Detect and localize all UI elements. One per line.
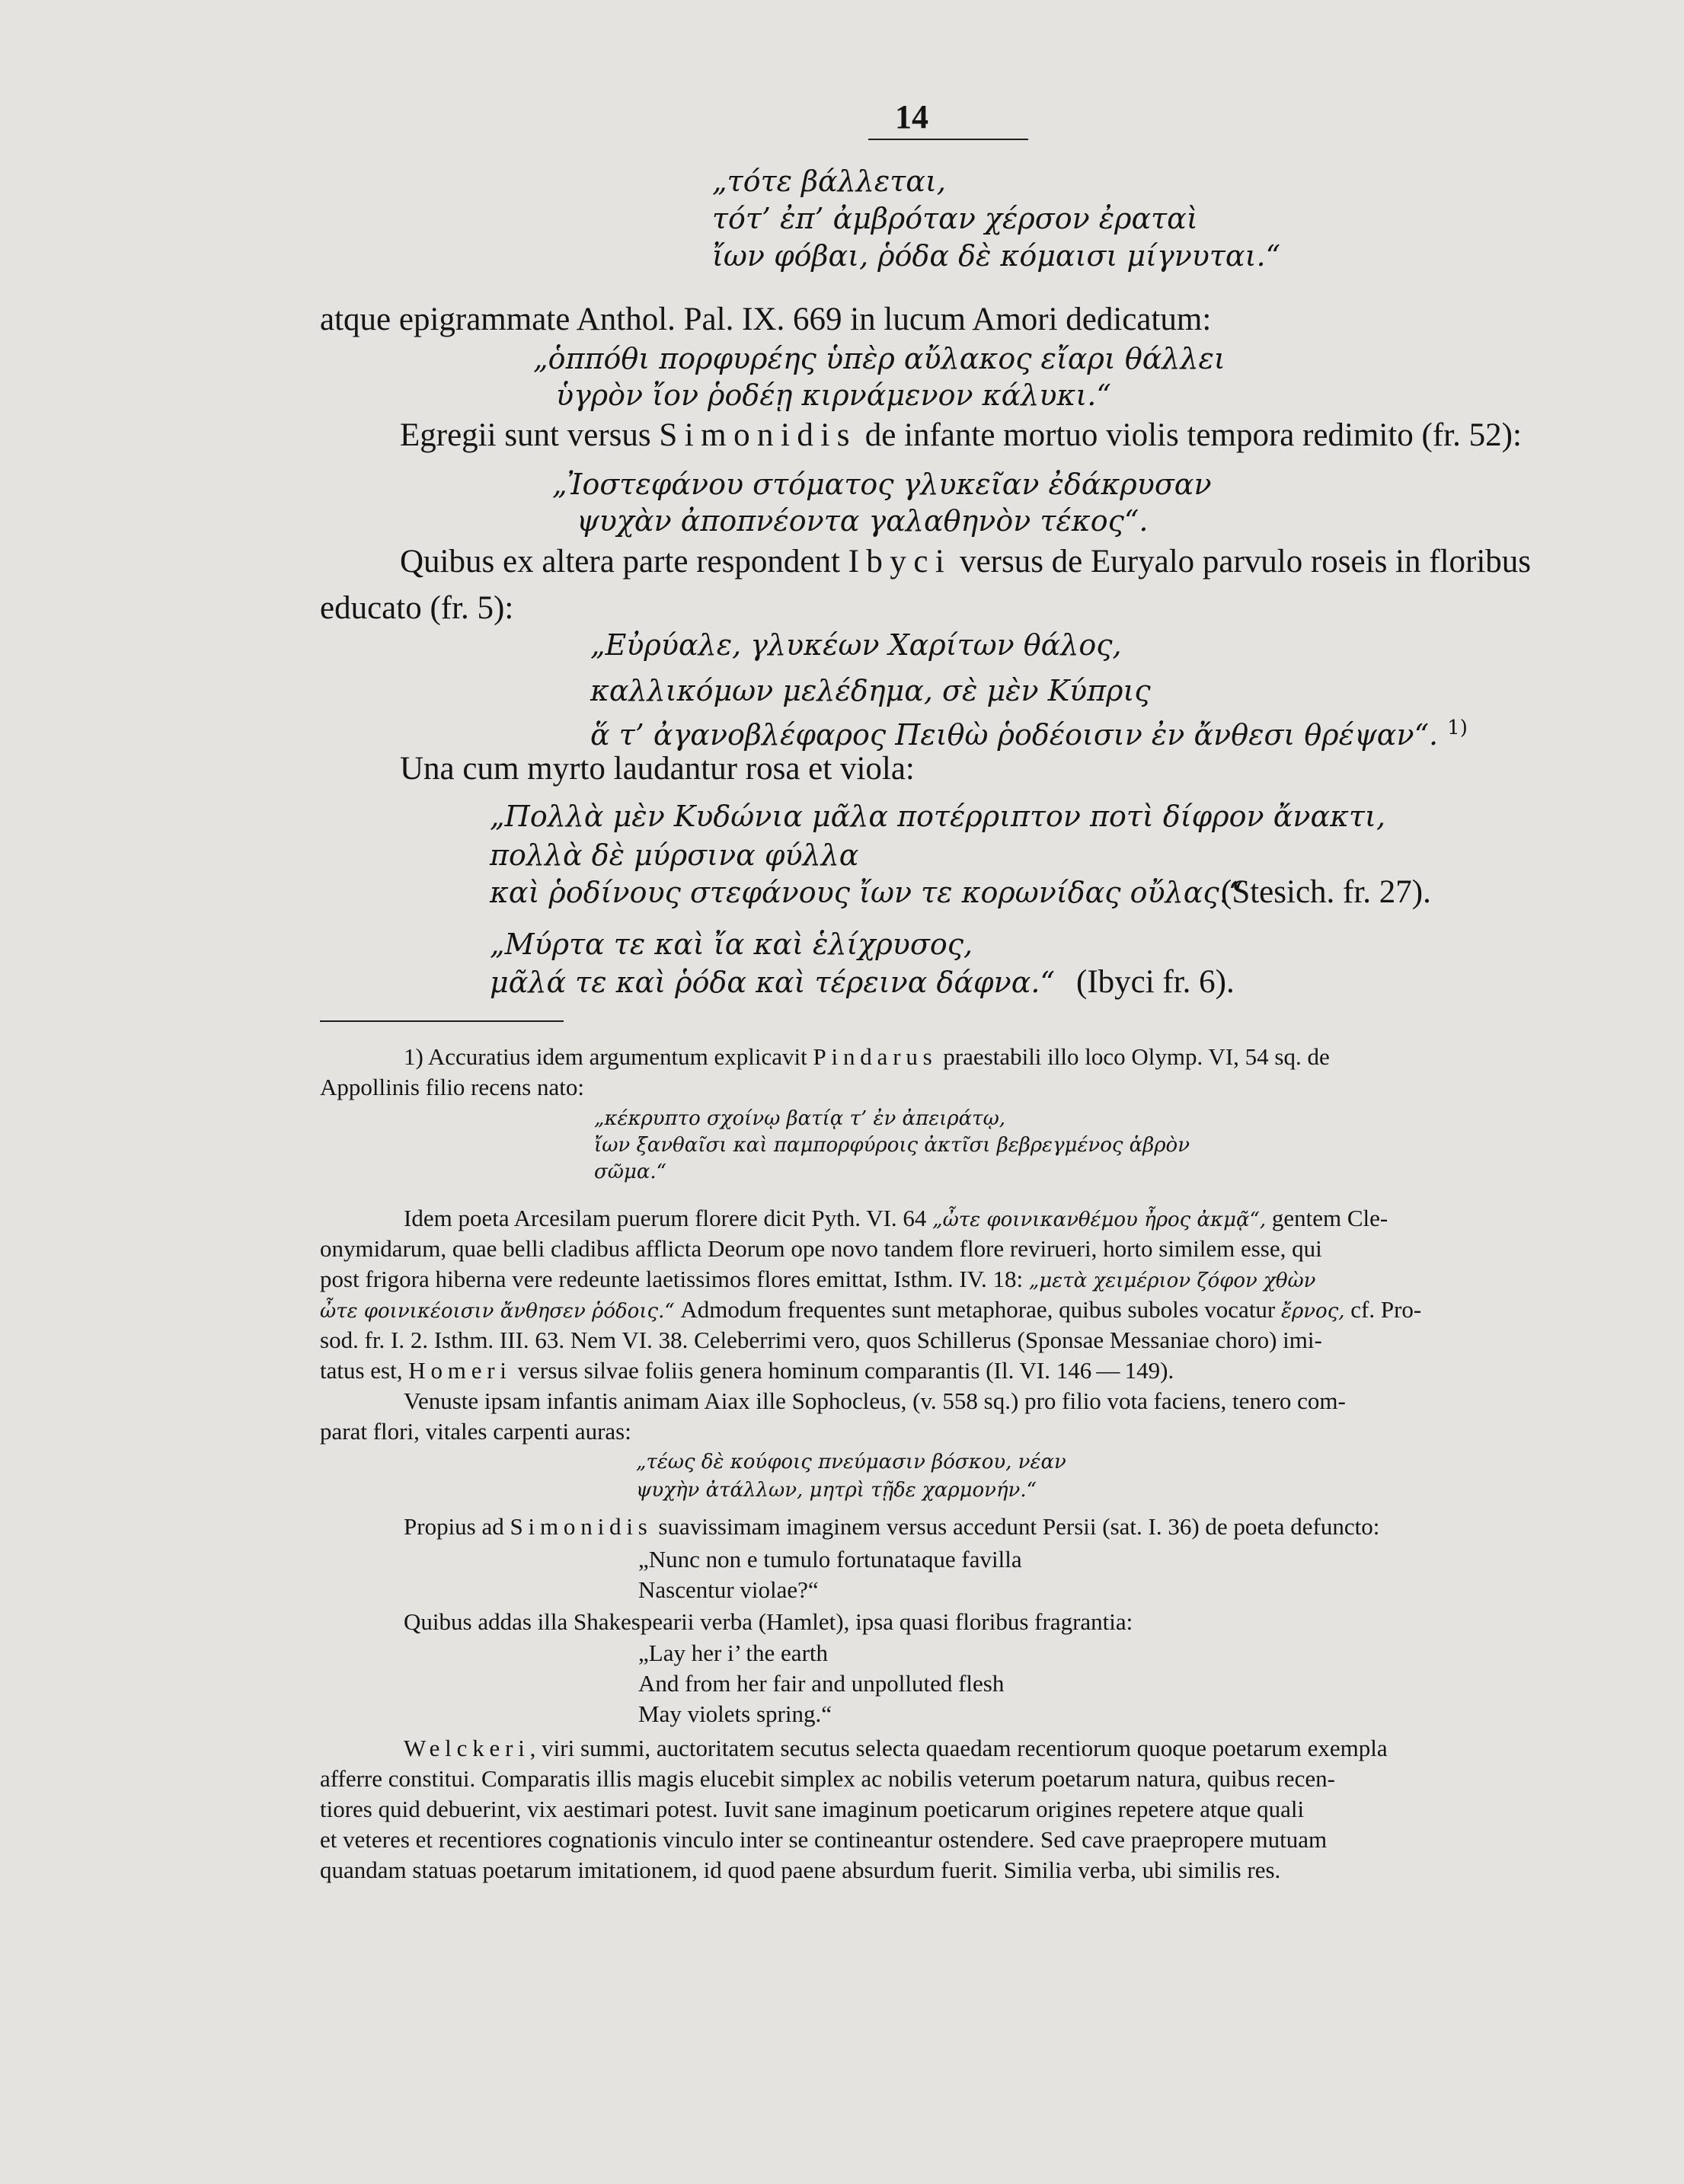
footnote-line: tiores quid debuerint, vix aestimari potest. Iuvit sane imaginum poeticarum origines repetere atque quali: [320, 1796, 1305, 1822]
greek-quote-line: σῶμα.“: [594, 1161, 666, 1183]
footnote-line: et veteres et recentiores cognationis vinculo inter se contineantur ostendere. Sed cave praepropere mutuam: [320, 1826, 1328, 1853]
greek-quote-line: ψυχὰν ἀποπνέοντα γαλαθηνὸν τέκος“.: [577, 504, 1149, 538]
footnote-quote-line: Nascentur violae?“: [638, 1576, 819, 1603]
footnote-quote-line: And from her fair and unpolluted flesh: [638, 1670, 1005, 1697]
greek-quote-line: „τέως δὲ κούφοις πνεύμασιν βόσκου, νέαν: [636, 1451, 1066, 1474]
footnote-line: Idem poeta Arcesilam puerum florere dicit Pyth. VI. 64 „ὦτε φοινικανθέμου ἦρος ἀκμᾷ“, gentem Cle-: [404, 1205, 1388, 1231]
body-line: Una cum myrto laudantur rosa et viola:: [400, 751, 915, 787]
footnote-line: sod. fr. I. 2. Isthm. III. 63. Nem VI. 38. Celeberrimi vero, quos Schillerus (Sponsae Messaniae choro) imi-: [320, 1327, 1322, 1353]
author-name: Simonidis: [510, 1513, 653, 1540]
footnote-line: post frigora hiberna vere redeunte laetissimos flores emittat, Isthm. IV. 18: „μετὰ χειμέριον ζόφον χθὼν: [320, 1266, 1316, 1292]
footnote-line: Appollinis filio recens nato:: [320, 1074, 584, 1100]
footnote-line: onymidarum, quae belli cladibus afflicta Deorum ope novo tandem flore revirueri, horto similem esse, qui: [320, 1235, 1322, 1262]
footnote-line: Venuste ipsam infantis animam Aiax ille Sophocleus, (v. 558 sq.) pro filio vota faciens, tenero com-: [404, 1387, 1346, 1414]
greek-quote-line: καλλικόμων μελέδημα, σὲ μὲν Κύπρις: [590, 674, 1151, 707]
footnote-line: Welckeri, viri summi, auctoritatem secutus selecta quaedam recentiorum quoque poetarum exempla: [404, 1735, 1388, 1761]
author-name: Simonidis: [659, 417, 857, 453]
greek-quote-line: πολλὰ δὲ μύρσινα φύλλα: [490, 838, 859, 872]
footnote-quote-line: „Lay her i’ the earth: [638, 1640, 828, 1666]
greek-quote-line: ὑγρὸν ἴον ῥοδέῃ κιρνάμενον κάλυκι.“: [556, 378, 1111, 412]
greek-quote-line: μᾶλά τε καὶ ῥόδα καὶ τέρεινα δάφνα.“ (Ibyci fr. 6).: [490, 964, 1235, 1000]
page-number: 14: [895, 98, 928, 136]
footnote-line: afferre constitui. Comparatis illis magis elucebit simplex ac nobilis veterum poetarum natura, quibus recen-: [320, 1765, 1335, 1792]
greek-quote-line: „Εὐρύαλε, γλυκέων Χαρίτων θάλος,: [590, 628, 1122, 662]
body-line: Quibus ex altera parte respondent Ibyci versus de Euryalo parvulo roseis in floribus: [400, 544, 1532, 580]
footnote-line: Quibus addas illa Shakespearii verba (Hamlet), ipsa quasi floribus fragrantia:: [404, 1608, 1133, 1635]
citation: (Ibyci fr. 6).: [1076, 964, 1235, 1000]
footnote-marker: 1): [1447, 717, 1468, 739]
greek-quote-line: ψυχὴν ἀτάλλων, μητρὶ τῇδε χαρμονήν.“: [636, 1479, 1037, 1502]
author-name: Pindarus: [813, 1043, 938, 1070]
body-line: atque epigrammate Anthol. Pal. IX. 669 in lucum Amori dedicatum:: [320, 302, 1212, 337]
greek-quote-line: „Μύρτα τε καὶ ἴα καὶ ἑλίχρυσος,: [490, 928, 973, 961]
footnote-line: parat flori, vitales carpenti auras:: [320, 1418, 631, 1445]
greek-quote-line: καὶ ῥοδίνους στεφάνους ἴων τε κορωνίδας οὔλας.“ (Stesich. fr. 27).: [490, 874, 1431, 910]
footnote-quote-line: May violets spring.“: [638, 1700, 832, 1727]
body-line: educato (fr. 5):: [320, 590, 514, 626]
footnote-line: quandam statuas poetarum imitationem, id quod paene absurdum fuerit. Similia verba, ubi similis res.: [320, 1857, 1281, 1883]
greek-quote-line: „κέκρυπτο σχοίνῳ βατίᾳ τ’ ἐν ἀπειράτῳ,: [594, 1107, 1006, 1130]
author-name: Ibyci: [848, 544, 952, 580]
footnote-quote-line: „Nunc non e tumulo fortunataque favilla: [638, 1546, 1022, 1573]
footnote-line: 1) Accuratius idem argumentum explicavit Pindarus praestabili illo loco Olymp. VI, 54 sq. de: [404, 1043, 1330, 1070]
greek-quote-line: „Πολλὰ μὲν Κυδώνια μᾶλα ποτέρριπτον ποτὶ δίφρον ἄνακτι,: [490, 800, 1386, 833]
header-rule: [868, 139, 1028, 140]
author-name: Homeri: [408, 1357, 512, 1384]
greek-quote-line: ἅ τ’ ἀγανοβλέφαρος Πειθὼ ῥοδέοισιν ἐν ἄνθεσι θρέψαν“. $^{1)}$: [590, 717, 1468, 752]
greek-quote-line: „ὁππόθι πορφυρέης ὑπὲρ αὔλακος εἴαρι θάλλει: [533, 342, 1225, 375]
footnote-rule: [320, 1020, 564, 1022]
footnote-line: Propius ad Simonidis suavissimam imaginem versus accedunt Persii (sat. I. 36) de poeta defuncto:: [404, 1513, 1380, 1540]
author-name: Welckeri: [404, 1735, 530, 1761]
footnote-line: tatus est, Homeri versus silvae foliis genera hominum comparantis (Il. VI. 146 — 149).: [320, 1357, 1174, 1384]
citation: (Stesich. fr. 27).: [1221, 874, 1431, 910]
footnote-line: ὦτε φοινικέοισιν ἄνθησεν ῥόδοις.“ Admodum frequentes sunt metaphorae, quibus suboles vocatur ἔρνος, cf. Pro-: [320, 1296, 1422, 1323]
greek-quote-line: τότ’ ἐπ’ ἀμβρόταν χέρσον ἐραταὶ: [712, 202, 1198, 235]
greek-quote-line: ἴων φόβαι, ῥόδα δὲ κόμαισι μίγνυται.“: [712, 239, 1280, 273]
greek-quote-line: „Ἰοστεφάνου στόματος γλυκεῖαν ἐδάκρυσαν: [552, 468, 1212, 501]
body-line: Egregii sunt versus Simonidis de infante mortuo violis tempora redimito (fr. 52):: [400, 417, 1522, 453]
greek-quote-line: ἴων ξανθαῖσι καὶ παμπορφύροις ἀκτῖσι βεβρεγμένος ἁβρὸν: [594, 1134, 1190, 1157]
greek-quote-line: „τότε βάλλεται,: [712, 164, 946, 198]
